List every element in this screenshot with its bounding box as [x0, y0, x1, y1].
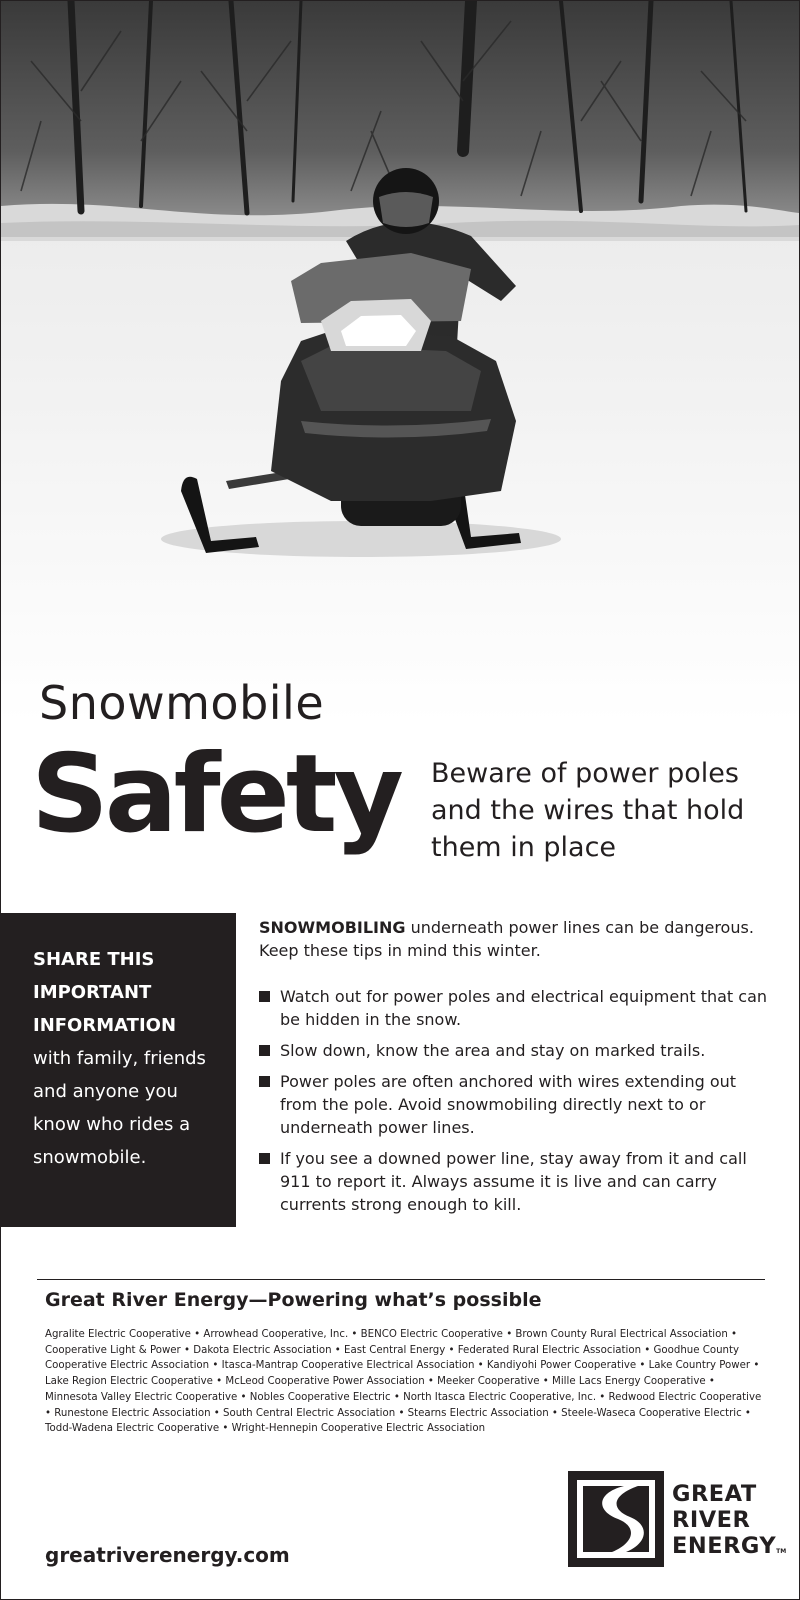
- snowmobile-photo-art: [1, 1, 799, 723]
- logo-word: GREAT: [672, 1481, 757, 1507]
- footer-divider: [37, 1279, 765, 1280]
- list-item: [259, 985, 771, 1031]
- tip-text: Power poles are often anchored with wires extending out from the pole. Avoid snowmobiling directly next to or underneath power lines.: [280, 1072, 737, 1137]
- square-bullet-icon: [259, 1076, 270, 1087]
- share-line: know who rides a: [33, 1114, 191, 1135]
- tip-text: Slow down, know the area and stay on marked trails.: [280, 1041, 706, 1060]
- share-line: and anyone you: [33, 1081, 178, 1102]
- logo-word: [672, 1533, 786, 1565]
- intro-lead: SNOWMOBILING: [259, 918, 406, 937]
- safety-tips-list: [259, 985, 771, 1224]
- snowmobile-photo: [1, 1, 799, 723]
- tip-text: If you see a downed power line, stay away from it and call 911 to report it. Always assume it is live and can carry currents strong enough to kill.: [280, 1149, 747, 1214]
- logo-word: RIVER: [672, 1507, 751, 1533]
- headline-safety: Safety: [31, 732, 400, 857]
- share-box: [1, 913, 236, 1227]
- share-bold-line: IMPORTANT: [33, 982, 152, 1003]
- river-logo-icon: [568, 1471, 664, 1567]
- intro-text: underneath power lines can be dangerous. Keep these tips in mind this winter.: [259, 918, 754, 960]
- footer-tagline: Great River Energy—Powering what’s possible: [45, 1289, 542, 1311]
- share-line: with family, friends: [33, 1048, 206, 1069]
- share-bold-line: INFORMATION: [33, 1015, 177, 1036]
- square-bullet-icon: [259, 1045, 270, 1056]
- headline-subhead: Beware of power poles and the wires that hold them in place: [431, 758, 745, 863]
- square-bullet-icon: [259, 991, 270, 1002]
- share-bold-line: SHARE THIS: [33, 949, 155, 970]
- list-item: [259, 1070, 771, 1139]
- headline-snowmobile: Snowmobile: [39, 676, 325, 730]
- list-item: [259, 1039, 771, 1062]
- list-item: [259, 1147, 771, 1216]
- square-bullet-icon: [259, 1153, 270, 1164]
- tip-text: Watch out for power poles and electrical equipment that can be hidden in the snow.: [280, 987, 768, 1029]
- website-link[interactable]: greatriverenergy.com: [45, 1543, 290, 1567]
- intro-paragraph: [259, 916, 759, 962]
- cooperatives-list: Agralite Electric Cooperative • Arrowhead Cooperative, Inc. • BENCO Electric Cooperative • Brown County Rural Electrical Association • Cooperative Light & Power • Dakota Electric Association • East Central Energy • Federated Rural Electric Association • Goodhue County Cooperative Electric Association • Itasca-Mantrap Cooperative Electrical Association • Kandiyohi Power Cooperative • Lake Country Power • Lake Region Electric Cooperative • McLeod Cooperative Power Association • Meeker Cooperative • Mille Lacs Energy Cooperative • Minnesota Valley Electric Cooperative • Nobles Cooperative Electric • North Itasca Electric Cooperative, Inc. • Redwood Electric Cooperative • Runestone Electric Association • South Central Electric Association • Stearns Electric Association • Steele-Waseca Cooperative Electric • Todd-Wadena Electric Cooperative • Wright-Hennepin Cooperative Electric Association: [45, 1329, 762, 1435]
- trademark-mark: TM: [776, 1548, 787, 1555]
- logo-wordmark: [672, 1481, 786, 1565]
- logo-word-energy: ENERGY: [672, 1533, 777, 1559]
- share-line: snowmobile.: [33, 1147, 147, 1168]
- great-river-energy-logo: [568, 1471, 787, 1571]
